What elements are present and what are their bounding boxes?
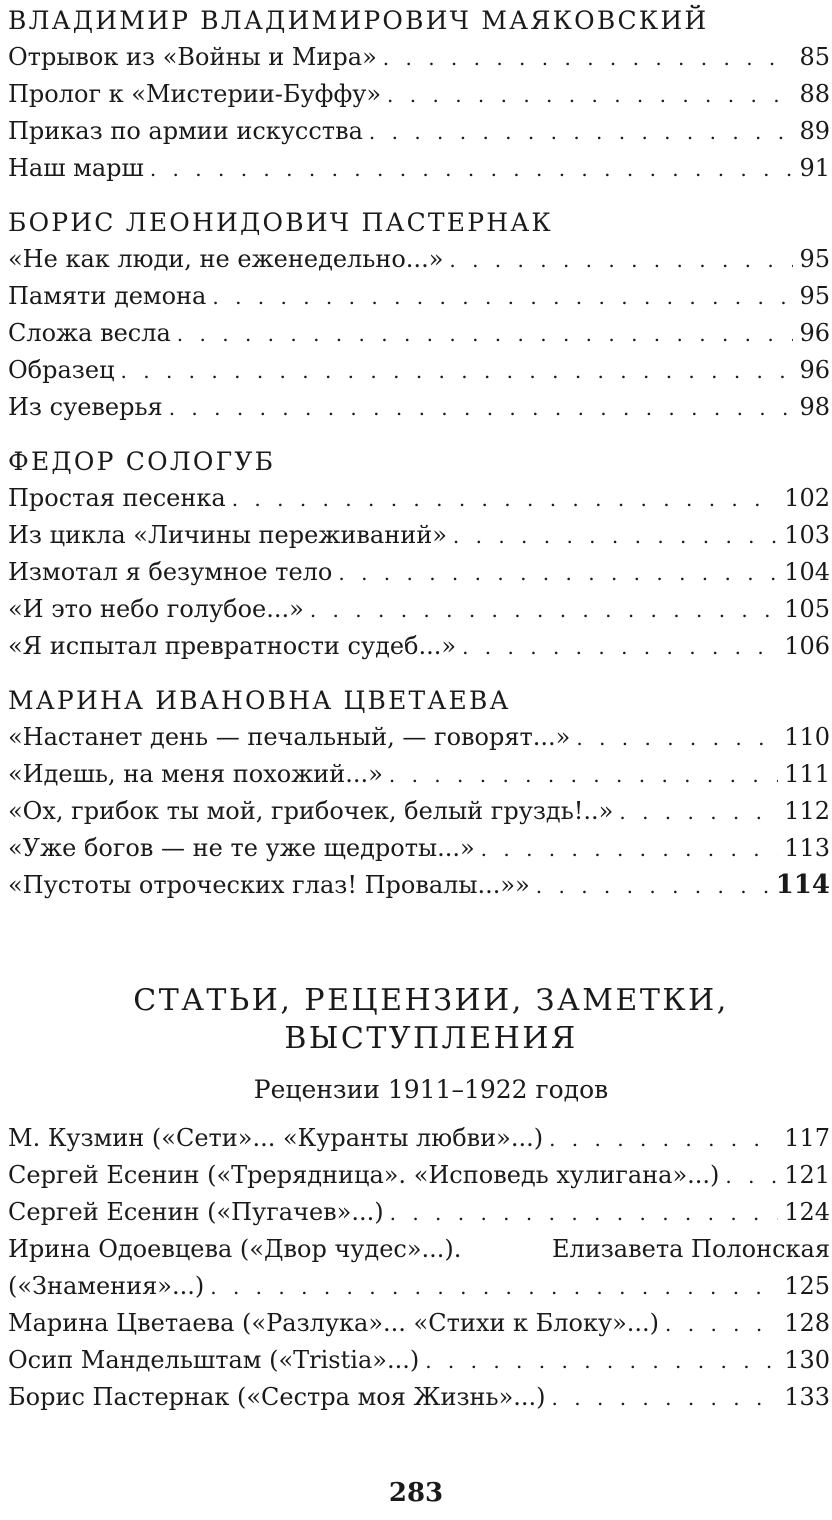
entry-page: 102 [784,484,830,512]
author-heading: МАРИНА ИВАНОВНА ЦВЕТАЕВА [8,686,511,715]
entry-title: Измотал я безумное тело [8,558,333,586]
entry-title: «Ох, грибок ты мой, грибочек, белый груздь!..» [8,797,614,825]
entry-title: Сергей Есенин («Трерядница». «Исповедь хулигана»...) [8,1161,720,1189]
entry-title: Осип Мандельштам («Tristia»...) [8,1346,420,1374]
entry-title: «Не как люди, не еженедельно...» [8,245,444,273]
leader-dots [725,1158,778,1195]
entry-title-part2: Елизавета Полонская [551,1235,830,1263]
toc-entry [8,352,830,389]
toc-entry [8,1342,830,1379]
toc-entry [8,756,830,793]
entry-page: 95 [799,282,830,310]
leader-dots [387,77,793,114]
entry-page: 104 [784,558,830,586]
entry-page: 96 [799,356,830,384]
entry-page: 111 [784,760,830,788]
toc-entry [8,1157,830,1194]
leader-dots [390,1195,779,1232]
toc-entry-wrapped-line1 [8,1231,830,1268]
entry-page: 133 [784,1383,830,1411]
toc-entry [8,1305,830,1342]
entry-title: Борис Пастернак («Сестра моя Жизнь»...) [8,1383,546,1411]
author-heading: БОРИС ЛЕОНИДОВИЧ ПАСТЕРНАК [8,208,553,237]
leader-dots [232,481,779,518]
entry-page: 128 [784,1309,830,1337]
leader-dots [369,114,794,151]
leader-dots [549,1121,778,1158]
entry-page: 114 [775,870,830,900]
leader-dots [121,353,794,390]
entry-page: 98 [799,393,830,421]
entry-page: 88 [799,80,830,108]
toc-entry [8,278,830,315]
toc-entry [8,315,830,352]
toc-entry [8,1194,830,1231]
leader-dots [150,151,794,188]
entry-page: 121 [784,1161,830,1189]
toc-entry [8,830,830,867]
entry-page: 96 [799,319,830,347]
toc-entry [8,793,830,830]
entry-title: Марина Цветаева («Разлука»... «Стихи к Блоку»...) [8,1309,660,1337]
page-number: 283 [388,1478,444,1508]
entry-page: 85 [799,43,830,71]
entry-page: 103 [784,521,830,549]
entry-title: Простая песенка [8,484,226,512]
toc-entry [8,241,830,278]
entry-title-part1: Ирина Одоевцева («Двор чудес»...). [8,1235,462,1263]
leader-dots [425,1343,778,1380]
leader-dots [338,555,778,592]
entry-title: Сергей Есенин («Пугачев»...) [8,1198,384,1226]
leader-dots [449,242,793,279]
part-title-line1: СТАТЬИ, РЕЦЕНЗИИ, ЗАМЕТКИ, [133,983,729,1018]
entry-page: 95 [799,245,830,273]
toc-entry [8,867,830,904]
author-heading: ВЛАДИМИР ВЛАДИМИРОВИЧ МАЯКОВСКИЙ [8,6,709,35]
entry-title: «Идешь, на меня похожий...» [8,760,383,788]
toc-entry [8,1379,830,1416]
leader-dots [552,1380,779,1417]
leader-dots [169,390,794,427]
toc-page [8,0,830,1416]
leader-dots [389,757,778,794]
entry-page: 113 [784,834,830,862]
part-subtitle: Рецензии 1911–1922 годов [253,1075,609,1104]
entry-title: «И это небо голубое...» [8,595,304,623]
toc-entry [8,719,830,756]
entry-page: 89 [799,117,830,145]
entry-title: Образец [8,356,115,384]
entry-title: Наш марш [8,154,144,182]
leader-dots [453,518,778,555]
entry-title: «Настанет день — печальный, — говорят...» [8,723,571,751]
toc-entry [8,39,830,76]
toc-entry [8,1120,830,1157]
leader-dots [210,1269,778,1306]
leader-dots [619,794,778,831]
entry-title: Памяти демона [8,282,207,310]
leader-dots [576,720,778,757]
leader-dots [665,1306,778,1343]
toc-entry [8,389,830,426]
entry-page: 124 [784,1198,830,1226]
toc-entry-wrapped-line2 [8,1268,830,1305]
leader-dots [536,868,770,905]
entry-page: 112 [784,797,830,825]
entry-title: Из суеверья [8,393,163,421]
part-title-line2: ВЫСТУПЛЕНИЯ [284,1021,578,1056]
toc-entry [8,150,830,187]
leader-dots [383,40,794,77]
leader-dots [462,629,778,666]
entry-page: 117 [784,1124,830,1152]
toc-entry [8,517,830,554]
toc-entry [8,554,830,591]
entry-page: 91 [799,154,830,182]
entry-title: «Уже богов — не те уже щедроты...» [8,834,475,862]
leader-dots [212,279,793,316]
entry-page: 125 [784,1272,830,1300]
entry-page: 105 [784,595,830,623]
entry-title: Из цикла «Личины переживаний» [8,521,447,549]
leader-dots [177,316,794,353]
entry-title: Приказ по армии искусства [8,117,363,145]
leader-dots [481,831,779,868]
entry-page: 110 [784,723,830,751]
entry-page: 106 [784,632,830,660]
entry-title: М. Кузмин («Сети»... «Куранты любви»...) [8,1124,544,1152]
entry-page: 130 [784,1346,830,1374]
entry-title: («Знамения»...) [8,1272,205,1300]
entry-title: Сложа весла [8,319,171,347]
entry-title: «Я испытал превратности судеб...» [8,632,457,660]
author-heading: ФЕДОР СОЛОГУБ [8,447,276,476]
leader-dots [310,592,778,629]
toc-entry [8,591,830,628]
entry-title: Пролог к «Мистерии-Буффу» [8,80,382,108]
entry-title: «Пустоты отроческих глаз! Провалы...»» [8,871,530,899]
entry-title: Отрывок из «Войны и Мира» [8,43,377,71]
toc-entry [8,480,830,517]
toc-entry [8,113,830,150]
toc-entry [8,628,830,665]
toc-entry [8,76,830,113]
